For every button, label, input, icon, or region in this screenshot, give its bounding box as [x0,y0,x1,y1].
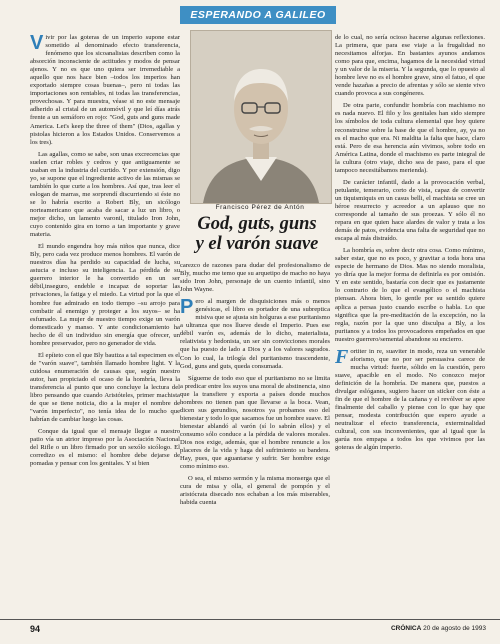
paragraph: De carácter infantil, dado a la provocación verbal, petulante, temerario, corto de vista, capaz de convertir un tiquismiquis en un casus belli, el machista se cree un héroe resurrecto y acreedor a un aplauso que no corresponde al tamaño de sus proezas. Y sólo él no repara en que quien hace alardes de valor y trata a los demás de patos, evidencia una falta de seguridad que no escapa al más distraído. [335,178,485,243]
paragraph: carezco de razones para dudar del profesionalismo de Bly, mucho me temo que su arquetipo de macho no haya sido Iron John, personaje de un cuento infantil, sino John Wayne. [180,262,330,294]
paragraph: Sígueme de todo eso que el puritanismo no se limita a predicar entre los suyos una moral de abstinencia, sino que la transfiere y exporta a países donde muchos hombres no tienen pan que llevarse a la boca. Vean, dicen sus gerundios, nosotros ya probamos eso del bienestar y todo lo que sacamos fue un hombre suave. El bienestar ablandó al varón (sí lo sabrán ellos) y el consumo sólo conduce a la pérdida de valores morales. Dios nos exige, además, que el hombre renuncie a los placeres de la vida y haga del sufrimiento su bandera. Hay, pues, que aguantarse y sufrir. Ser hombre exige como mínimo eso. [180,374,330,471]
paragraph: O sea, el mismo sermón y la misma monserga que el cura de misa y olla, el general de pompón y el aristócrata disecado nos echaban a los más miserables, habida cuenta [180,475,330,507]
paragraph: Vivir por las goteras de un imperio supone estar sometido al denominado efecto transferencia, fenómeno que los sicoanalistas describen como la absorción inconsciente de actitudes y modos de pensar ajenos. Y no es que uno quiera ser irremediable a aquello que nos hace bien –todos los imperios han exportado siempre cosas buenas–, pero ni todas las importaciones son rentables, ni todas las transferencias, provechosas. Y para muestra, véase si no este mensaje adherido al cristal de un automóvil y que leí días atrás frente a un semáforo en rojo: "God, guts and guns made America. Let's keep the three of them" (Dios, agallas y pistolas hicieron a los Estados Unidos. Conservemos a los tres). [30,34,180,146]
article-column-1 [30,34,180,618]
author-photo [190,30,332,204]
paragraph: El epíteto con el que Bly bautiza a tal especimen es el de "varón suave", también llamado hombre light. Y la cuidosa enumeración de causas que, según nuestro autor, han propiciado el ocaso de la hombría, lleva la transferencia al punto que uno concluye la lectura del libro pensando que cuando Aristóteles, primer machista de que se tiene noticia, dio a la mujer el nombre de "varón imperfecto", no tenía idea de lo mucho que habrían de cambiar luego las cosas. [30,351,180,424]
drop-cap: F [335,345,349,368]
article-column-3 [335,34,485,618]
paragraph: de lo cual, no sería ocioso hacerse algunas reflexiones. La primera, que para ese viaje a la frugalidad no necesitamos alforjas. En bastantes ayunos andamos como para que, encima, hagamos de la necesidad virtud y un valor de la miseria. Y la segunda, que lo opuesto al hombre leve no es el hombre grave, sino el fatuo, el que vende hazañas a precio de afrentas y sólo se siente vivo cuando provoca a sus congéneres. [335,34,485,98]
article-column-2 [180,262,330,618]
publication-name: CRÓNICA [390,625,422,632]
paragraph: De otra parte, confundir hombría con machismo no es nada nuevo. El filo y los genitales han sido siempre los símbolos de toda cultura elemental que hoy quiere reconstruirse sobre la base de que el hombre, ay, ya no es el macho que era. Ni maldita la falta que hace, claro está. Pero de esa herencia aún vivimos, sobre todo en América Latina, donde el machismo es parte integral de la cultura (otro viaje, dicho sea de paso, para el que tampoco necesitábamos merienda). [335,102,485,174]
issue-date: 20 de agosto de 1993 [423,625,486,632]
drop-cap: V [30,34,44,54]
drop-cap: P [180,296,194,319]
paragraph: La hombría es, sobre decir otra cosa. Como mínimo, saber estar, que no es poco, y gravitar a toda hora una especie de hermano de Dios. Mas no siendo moralista, yo diría que la mejor forma de definirla es por omisión. Y en este sentido, bastaría con decir que es justamente lo contrario de lo que el evangélico o el machista piensan. Ahora bien, lo gentle por su sentido quiere aplica a persas justo cuando escribe o habla. Lo que significa que la pre-meditación de la excepción, no la regla, razón por la que uno disculpa a Bly, a los puritanos y a todos los provocadores empeñados en que nuestro guerrero/semental abandone su encierro. [335,247,485,343]
paragraph: El mundo engendra hoy más niños que nunca, dice Bly, pero cada vez produce menos hombres. El varón de nuestros días ha perdido su capacidad de lucha, su astucia e incluso su inteligencia. La pérdida de su guerrero interior le ha convertido en un ser débil,inseguro, endeble e incapaz de soportar las privaciones, la fatiga y el miedo. La virtud por la que el hombre fue admirado en todo tiempo –su arrojo para combatir al enemigo y proteger a los suyos– se ha esfumado. La mujer de nuestro tiempo exige un varón domesticado y manso. Y ante condicionamiento ha hecho de él un individuo sin energía que ofrecer, un hombre preservador, pero no generador de vida. [30,243,180,347]
paragraph: Fortiter in re, suaviter in modo, reza un venerable aforismo, que no por ser persuasiva carece de mucha virtud: fuerte, sólido en la cuestión, pero suave, apacible en el modo. No conozco mejor definición de la hombría. De manera que, puestos a divulgar eslóganes, sugiero hacer un sticker con éste a fin de que el hombre de la cañana y el revólver se apee finalmente del caballo y piense con lo que hay que pensar, modesta contribución que espero ayude a neutralizar el efecto transferencia, exterminalidad cultural, con sus inconvenientes, que al igual que la garúa nos empapa a todos los que vivimos por las goteras de algún imperio. [335,345,485,452]
author-byline: Francisco Pérez de Antón [215,204,305,211]
section-label: ESPERANDO A GALILEO [180,6,336,24]
paragraph: Pero al margen de disquisiciones más o menos genésicas, el libro es portador de una subreptica misiva que se ajusta sin holguras a ese puritanismo a ultranza que nos llueve desde el Imperio. Pues ese débil varón es, además de lo dicho, materialista, relativista y hedonista, un ser sin convicciones morales que ha puesto de lado a Dios y a los valores sagrados. Con lo cual, la trilogía del puritanismo trascendente, God, guns and guts, queda consumada. [180,296,330,370]
paragraph: Las agallas, como se sabe, son unas excrecencias que suelen criar robles y cedros y que antiguamente se usaban en la industria del curtido. Y por extensión, digo yo, se supone que el ingrediente activo de las mismas se también lo que curte a los hombres. Así que, tras leer el eslogan de marras, me sorprendí discurriendo si éste no se lo habría escrito a Robert Bly, un sicólogo norteamericano que acaba de sacar a luz un libro, o mejor dicho, un lamento varonil, titulado Iron John, cuyo contenido gira en torno a tan importante y grave materia. [30,150,180,239]
page-number: 94 [30,624,41,634]
page-footer [0,619,500,644]
publication-info [391,625,486,632]
article-headline [182,214,332,254]
headline-line-2: y el varón suave [195,234,319,254]
paragraph: Conque da igual que el mensaje llegue a nuestro patio vía un atrior impreso por la Asociación Nacional del Rifle o un libro firmado por un sexólo sicólogo. El corredizo es el mismo: el hombre debe dejarse de pomadas y pensar con los genitales. Y si bien [30,428,180,468]
author-portrait-image [191,31,331,203]
headline-line-1: God, guts, guns [197,214,317,234]
